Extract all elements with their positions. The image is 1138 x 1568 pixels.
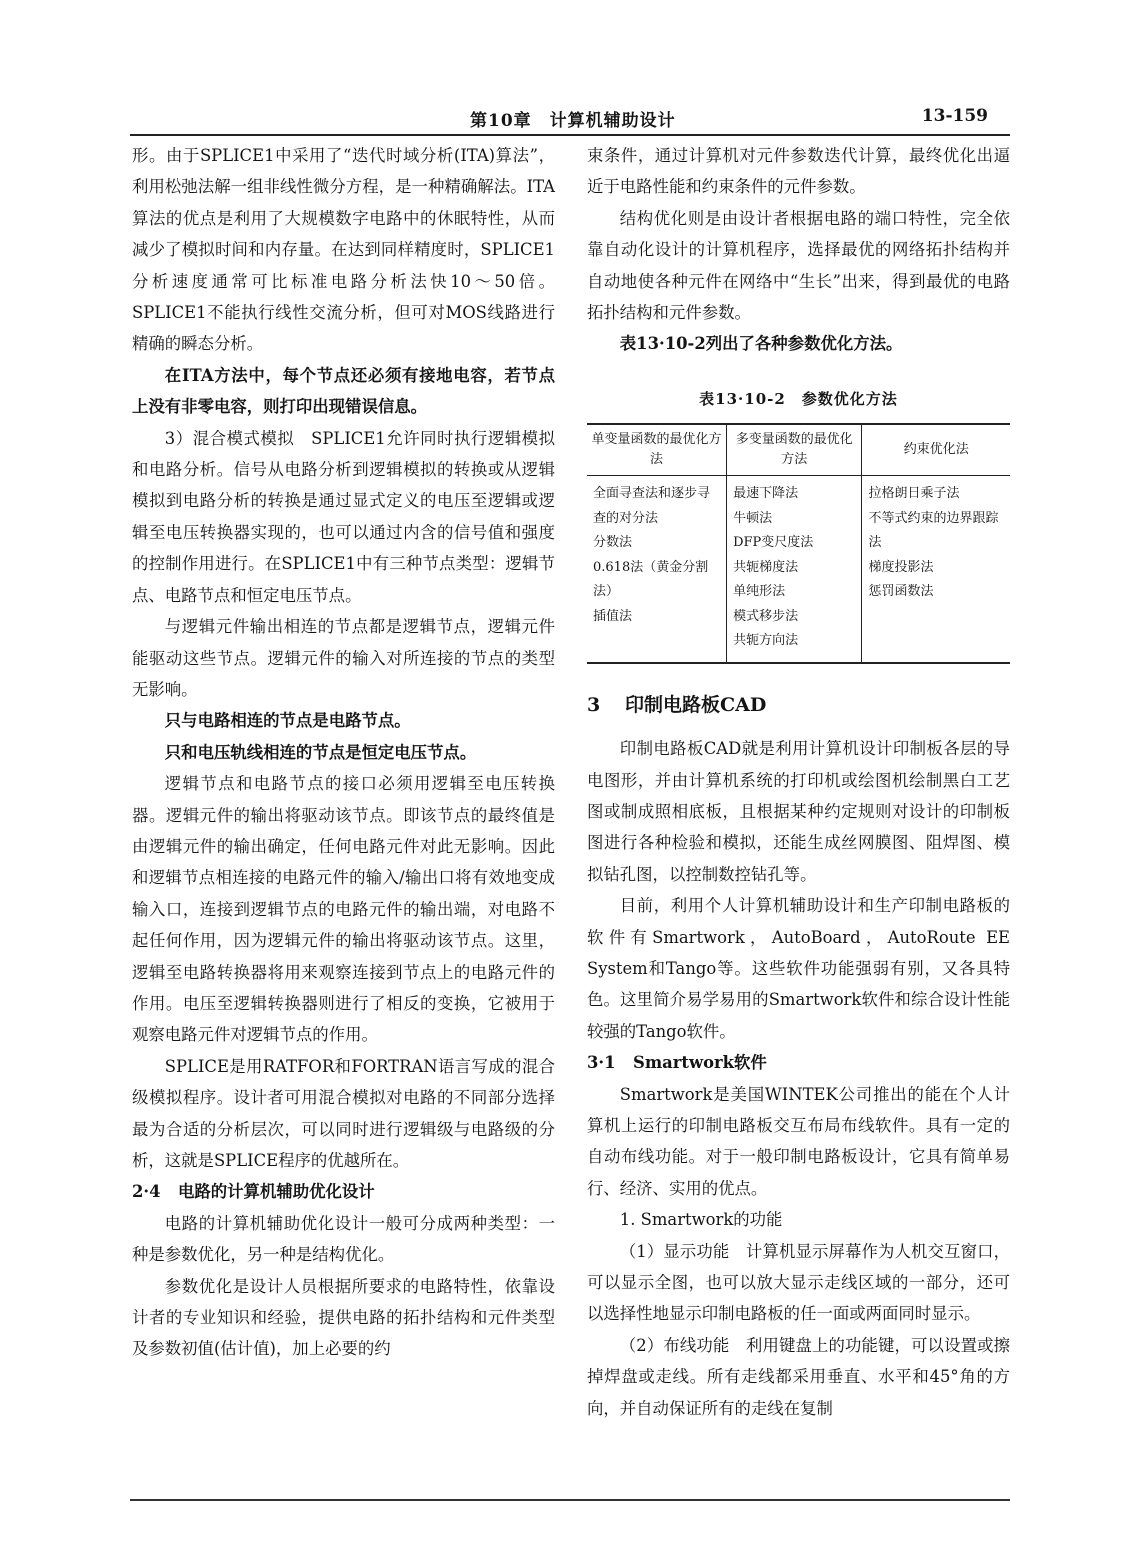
section-title: 电路的计算机辅助优化设计 bbox=[178, 1182, 375, 1202]
section-heading bbox=[132, 1176, 555, 1207]
list-heading: 1. Smartwork的功能 bbox=[619, 1210, 783, 1230]
table-header: 多变量函数的最优化方法 bbox=[727, 424, 862, 476]
right-column bbox=[587, 140, 1010, 1424]
paragraph: 形。由于SPLICE1中采用了“迭代时域分析(ITA)算法”，利用松弛法解一组非线性微分方程，是一种精确解法。ITA算法的优点是利用了大规模数字电路中的休眠特性，从而减少了模拟时间和内存量。在达到同样精度时，SPLICE1分析速度通常可比标准电路分析法快10～50倍。SPLICE1不能执行线性交流分析，但可对MOS线路进行精确的瞬态分析。 bbox=[132, 146, 555, 354]
paragraph: 3）混合模式模拟 SPLICE1允许同时执行逻辑模拟和电路分析。信号从电路分析到逻辑模拟的转换或从逻辑模拟到电路分析的转换是通过显式定义的电压至逻辑或逻辑至电压转换器实现的，也可以通过内含的信号值和强度的控制作用进行。在SPLICE1中有三种节点类型：逻辑节点、电路节点和恒定电压节点。 bbox=[132, 428, 555, 605]
paragraph: 电路的计算机辅助优化设计一般可分成两种类型：一种是参数优化，另一种是结构优化。 bbox=[132, 1213, 555, 1265]
method-item: 单纯形法 bbox=[733, 584, 786, 600]
method-item: 梯度投影法 bbox=[868, 559, 934, 575]
section-number: 3 bbox=[587, 693, 601, 716]
paragraph: 束条件，通过计算机对元件参数迭代计算，最终优化出逼近于电路性能和约束条件的元件参数。 bbox=[587, 146, 1010, 197]
method-item: 惩罚函数法 bbox=[868, 584, 934, 600]
method-item: 共轭梯度法 bbox=[733, 559, 799, 575]
method-item: 分数法 bbox=[593, 535, 633, 551]
optimization-methods-table bbox=[587, 423, 1010, 664]
section-heading bbox=[587, 690, 1010, 721]
table-cell-single-variable bbox=[587, 476, 727, 663]
method-item: 插值法 bbox=[593, 608, 633, 624]
table-header: 单变量函数的最优化方法 bbox=[587, 424, 727, 476]
paragraph: 印制电路板CAD就是利用计算机设计印制板各层的导电图形，并由计算机系统的打印机或绘图机绘制黑白工艺图或制成照相底板，且根据某种约定规则对设计的印制板图进行各种检验和模拟，还能生成丝网膜图、阻焊图、模拟钻孔图，以控制数控钻孔等。 bbox=[587, 739, 1010, 884]
method-item: 共轭方向法 bbox=[733, 633, 799, 649]
method-item: 最速下降法 bbox=[733, 486, 799, 502]
section-title: 印制电路板CAD bbox=[625, 693, 767, 716]
paragraph: （1）显示功能 计算机显示屏幕作为人机交互窗口，可以显示全图，也可以放大显示走线区域的一部分，还可以选择性地显示印制电路板的任一面或两面同时显示。 bbox=[587, 1241, 1010, 1324]
left-column bbox=[132, 140, 555, 1365]
table-header: 约束优化法 bbox=[862, 424, 1010, 476]
method-item: 全面寻查法和逐步寻查的对分法 bbox=[593, 486, 711, 526]
paragraph: （2）布线功能 利用键盘上的功能键，可以设置或擦掉焊盘或走线。所有走线都采用垂直、水平和45°角的方向，并自动保证所有的走线在复制 bbox=[587, 1335, 1010, 1418]
footer-rule bbox=[130, 1499, 1010, 1501]
paragraph: 目前，利用个人计算机辅助设计和生产印制电路板的软件有Smartwork，AutoBoard，AutoRoute EE System和Tango等。这些软件功能强弱有别，又各具特色。这里简介易学易用的Smartwork软件和综合设计性能较强的Tango软件。 bbox=[587, 896, 1010, 1041]
method-item: 模式移步法 bbox=[733, 608, 799, 624]
running-header bbox=[130, 104, 1010, 136]
paragraph: 逻辑节点和电路节点的接口必须用逻辑至电压转换器。逻辑元件的输出将驱动该节点。即该节点的最终值是由逻辑元件的输出确定，任何电路元件对此无影响。因此和逻辑节点相连接的电路元件的输入/输出口将有效地变成输入口，连接到逻辑节点的电路元件的输出端，对电路不起任何作用，因为逻辑元件的输出将驱动该节点。这里，逻辑至电路转换器将用来观察连接到节点上的电路元件的作用。电压至逻辑转换器则进行了相反的变换，它被用于观察电路元件对逻辑节点的作用。 bbox=[132, 774, 555, 1045]
paragraph: 参数优化是设计人员根据所要求的电路特性，依靠设计者的专业知识和经验，提供电路的拓扑结构和元件类型及参数初值(估计值)，加上必要的约 bbox=[132, 1276, 555, 1359]
paragraph: 结构优化则是由设计者根据电路的端口特性，完全依靠自动化设计的计算机程序，选择最优的网络拓扑结构并自动地使各种元件在网络中“生长”出来，得到最优的电路拓扑结构和元件参数。 bbox=[587, 208, 1010, 323]
paragraph: 在ITA方法中，每个节点还必须有接地电容，若节点上没有非零电容，则打印出现错误信息。 bbox=[132, 365, 555, 417]
method-item: 牛顿法 bbox=[733, 510, 773, 526]
subsection-heading bbox=[587, 1047, 1010, 1078]
section-title: Smartwork软件 bbox=[633, 1053, 767, 1073]
method-item: 拉格朗日乘子法 bbox=[868, 486, 960, 502]
paragraph: SPLICE是用RATFOR和FORTRAN语言写成的混合级模拟程序。设计者可用混合模拟对电路的不同部分选择最为合适的分析层次，可以同时进行逻辑级与电路级的分析，这就是SPLICE程序的优越所在。 bbox=[132, 1056, 555, 1170]
table-caption: 表13·10-2 参数优化方法 bbox=[699, 389, 898, 408]
page-number: 13-159 bbox=[921, 106, 988, 126]
method-item: DFP变尺度法 bbox=[733, 535, 814, 551]
section-number: 2·4 bbox=[132, 1182, 161, 1202]
section-number: 3·1 bbox=[587, 1053, 616, 1073]
paragraph: Smartwork是美国WINTEK公司推出的能在个人计算机上运行的印制电路板交互布局布线软件。具有一定的自动布线功能。对于一般印制电路板设计，它具有简单易行、经济、实用的优点。 bbox=[587, 1084, 1010, 1198]
method-item: 0.618法（黄金分割法） bbox=[593, 559, 709, 600]
paragraph: 表13·10-2列出了各种参数优化方法。 bbox=[619, 334, 903, 354]
paragraph: 只和电压轨线相连的节点是恒定电压节点。 bbox=[164, 742, 477, 762]
table-cell-constrained bbox=[862, 476, 1010, 663]
method-item: 不等式约束的边界跟踪法 bbox=[868, 510, 999, 551]
paragraph: 只与电路相连的节点是电路节点。 bbox=[164, 711, 411, 731]
paragraph: 与逻辑元件输出相连的节点都是逻辑节点，逻辑元件能驱动这些节点。逻辑元件的输入对所连接的节点的类型无影响。 bbox=[132, 617, 555, 699]
table-cell-multi-variable bbox=[727, 476, 862, 663]
chapter-title: 第10章 计算机辅助设计 bbox=[470, 111, 676, 131]
